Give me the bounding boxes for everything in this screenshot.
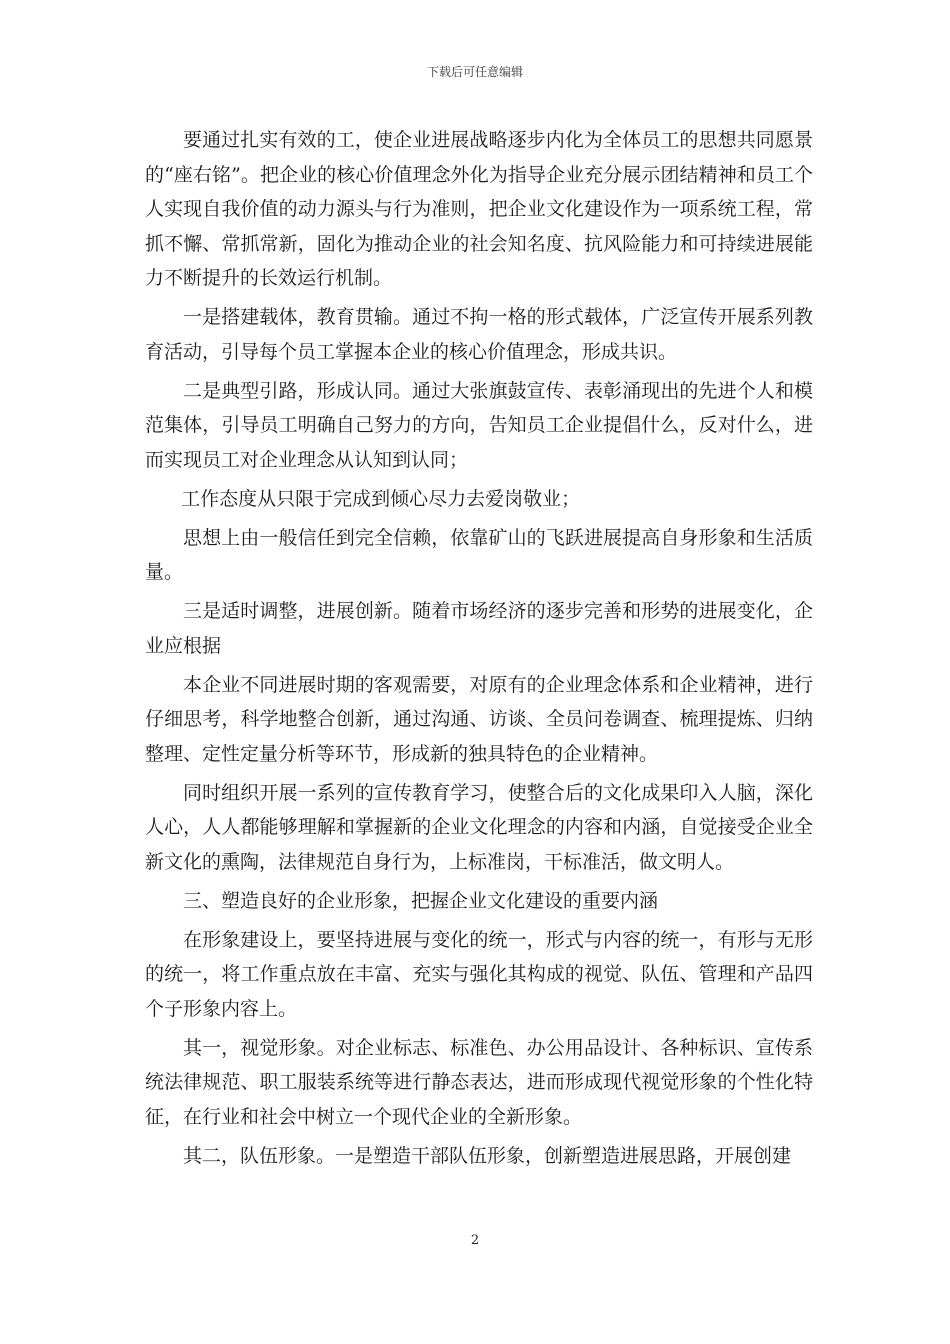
- paragraph-trust: 思想上由一般信任到完全信赖，依靠矿山的飞跃进展提高自身形象和生活质量。: [145, 526, 813, 583]
- paragraph-visual-image: 其一，视觉形象。对企业标志、标准色、办公用品设计、各种标识、宣传系统法律规范、职工服装系统等进行静态表达，进而形成现代视觉形象的个性化特征，在行业和社会中树立一个现代企业的全新形象。: [145, 1036, 813, 1128]
- paragraph-image-building: 在形象建设上，要坚持进展与变化的统一，形式与内容的统一，有形与无形的统一，将工作重点放在丰富、充实与强化其构成的视觉、队伍、管理和产品四个子形象内容上。: [145, 928, 813, 1020]
- paragraph-education: 同时组织开展一系列的宣传教育学习，使整合后的文化成果印入人脑，深化人心，人人都能够理解和掌握新的企业文化理念的内容和内涵，自觉接受企业全新文化的熏陶，法律规范自身行为，上标准岗，干标准活，做文明人。: [145, 781, 813, 873]
- page-number: 2: [470, 1233, 480, 1248]
- paragraph-attitude: 工作态度从只限于完成到倾心尽力去爱岗敬业；: [181, 487, 581, 510]
- document-body: [145, 123, 813, 1173]
- paragraph-carrier: 一是搭建载体，教育贯输。通过不拘一格的形式载体，广泛宣传开展系列教育活动，引导每个员工掌握本企业的核心价值理念，形成共识。: [145, 306, 813, 363]
- paragraph-adjust: 三是适时调整，进展创新。随着市场经济的逐步完善和形势的进展变化，企业应根据: [145, 600, 813, 657]
- paragraph-vision: 要通过扎实有效的工，使企业进展战略逐步内化为全体员工的思想共同愿景的“座右铭”。把企业的核心价值理念外化为指导企业充分展示团结精神和员工个人实现自我价值的动力源头与行为准则，把企业文化建设作为一项系统工程，常抓不懈、常抓常新，固化为推动企业的社会知名度、抗风险能力和可持续进展能力不断提升的长效运行机制。: [145, 129, 813, 289]
- paragraph-needs: 本企业不同进展时期的客观需要，对原有的企业理念体系和企业精神，进行仔细思考，科学地整合创新，通过沟通、访谈、全员问卷调查、梳理提炼、归纳整理、定性定量分析等环节，形成新的独具特色的企业精神。: [145, 673, 813, 765]
- section-heading-image: 三、塑造良好的企业形象，把握企业文化建设的重要内涵: [183, 889, 659, 912]
- paragraph-model: 二是典型引路，形成认同。通过大张旗鼓宣传、表彰涌现出的先进个人和模范集体，引导员工明确自己努力的方向，告知员工企业提倡什么，反对什么，进而实现员工对企业理念从认知到认同；: [145, 379, 813, 471]
- paragraph-team-image: 其二，队伍形象。一是塑造干部队伍形象，创新塑造进展思路，开展创建: [183, 1144, 792, 1167]
- page-header: 下载后可任意编辑: [426, 65, 523, 79]
